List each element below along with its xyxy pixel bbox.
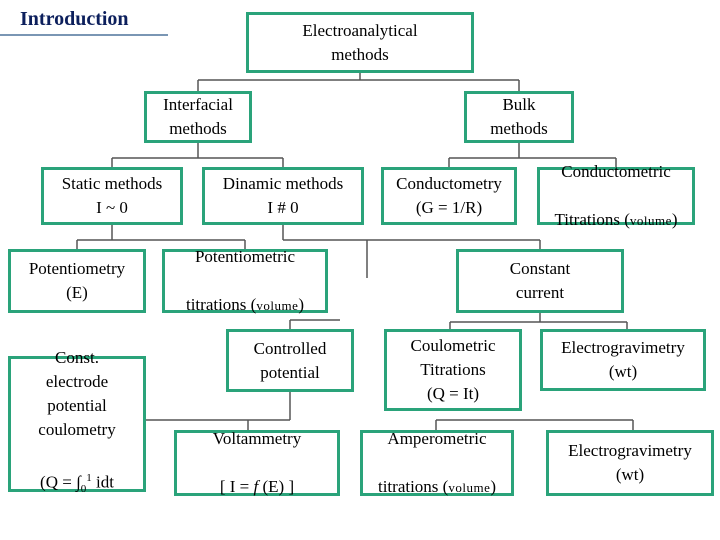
formula-suffix: idt — [91, 473, 114, 493]
node-electrogravimetry-2: Electrogravimetry (wt) — [546, 430, 714, 496]
voltammetry-line1: Voltammetry — [212, 429, 302, 448]
node-electrogravimetry-1: Electrogravimetry (wt) — [540, 329, 706, 391]
node-voltammetry — [174, 430, 340, 496]
title-underline — [0, 34, 168, 36]
potentiometric-titrations-suffix: ) — [298, 294, 305, 314]
potentiometric-titrations-volume: volume — [256, 297, 299, 313]
amperometric-titrations-suffix: ) — [490, 476, 497, 496]
voltammetry-function: f — [253, 477, 259, 496]
voltammetry-suffix: (E) ] — [258, 477, 295, 496]
node-constant-current: Constant current — [456, 249, 624, 313]
node-coulometric-titrations: Coulometric Titrations (Q = It) — [384, 329, 522, 411]
potentiometric-titrations-line1: Potentiometric — [194, 246, 296, 266]
const-electrode-formula — [38, 466, 115, 501]
amperometric-titrations-volume: volume — [448, 479, 491, 495]
conductometric-titrations-line1: Conductometric — [561, 161, 671, 181]
conductometric-titrations-suffix: ) — [671, 209, 678, 229]
node-electroanalytical-methods: Electroanalytical methods — [246, 12, 474, 73]
slide-title: Introduction — [20, 8, 129, 30]
const-electrode-text: Const. electrode potential coulometry — [38, 348, 116, 440]
node-interfacial-methods: Interfacial methods — [144, 91, 252, 143]
voltammetry-prefix: [ I = — [219, 477, 254, 496]
amperometric-titrations-line1: Amperometric — [387, 428, 487, 448]
amperometric-titrations-prefix: titrations ( — [377, 476, 449, 496]
node-potentiometric-titrations — [162, 246, 328, 314]
node-const-electrode-potential-coulometry — [8, 348, 146, 496]
node-bulk-methods: Bulk methods — [464, 91, 574, 143]
formula-prefix: (Q = ∫ — [40, 473, 81, 493]
node-dinamic-methods: Dinamic methods I # 0 — [202, 167, 364, 225]
formula-upper-limit: 1 — [86, 472, 92, 485]
node-amperometric-titrations — [360, 430, 514, 496]
potentiometric-titrations-prefix: titrations ( — [185, 294, 257, 314]
conductometric-titrations-volume: volume — [629, 212, 672, 228]
node-static-methods: Static methods I ~ 0 — [41, 167, 183, 225]
node-controlled-potential: Controlled potential — [226, 329, 354, 392]
node-conductometry: Conductometry (G = 1/R) — [381, 167, 517, 225]
conductometric-titrations-prefix: Titrations ( — [554, 209, 630, 229]
formula-lower-limit: 0 — [80, 483, 87, 496]
node-conductometric-titrations — [537, 161, 695, 229]
node-potentiometry: Potentiometry (E) — [8, 249, 146, 313]
